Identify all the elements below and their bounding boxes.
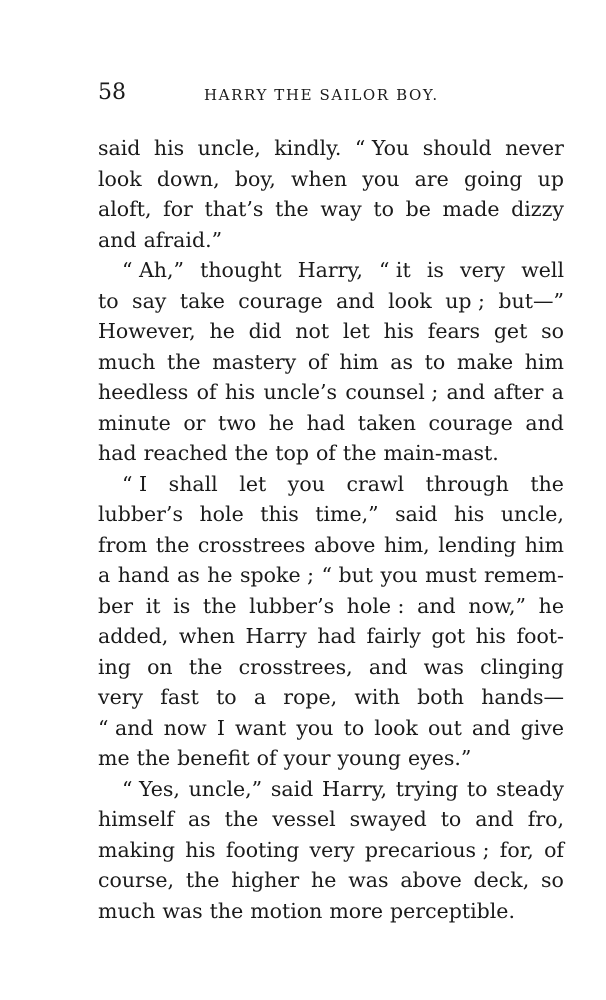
word: lubber’s [98,502,183,526]
word: crosstrees, [238,654,353,679]
word: well [521,258,564,282]
word: get [493,319,528,343]
word: and [98,227,137,252]
word: the [202,593,237,618]
word: time,” [315,502,379,526]
word: him, [383,532,430,557]
text-line [98,255,564,286]
word: eyes.” [408,746,472,770]
word: “ it [378,258,411,282]
text-line [98,743,564,774]
word: fears [427,319,480,343]
word: the [530,471,564,496]
text-line [98,408,564,439]
word: down, [156,166,220,191]
word: with [354,685,400,709]
word: hands— [481,685,564,709]
word: to [424,349,446,374]
page-number: 58 [98,80,126,105]
word: rope, [283,685,338,709]
word: taken [357,410,416,435]
word: made [442,197,500,221]
word: vessel [272,807,336,831]
text-line [98,835,564,866]
word: “ Ah,” [122,258,185,282]
word: was [348,868,389,892]
word: way [320,197,362,221]
word: steady [496,776,564,801]
word: foot- [516,624,564,648]
word: young [337,746,401,770]
text-line [98,713,564,744]
word: Harry, [297,258,363,282]
word: he [268,410,295,435]
word: both [417,685,465,709]
word: uncle’s [263,380,338,404]
word: through [425,471,509,496]
word: said [395,502,438,526]
text-line [98,164,564,195]
word: you [362,166,400,191]
word: must [425,563,477,587]
word: Harry [245,624,307,648]
word: heedless [98,380,189,404]
text-line [98,560,564,591]
word: after [493,380,544,404]
text-line [98,499,564,530]
word: going [464,166,523,191]
word: you [287,471,325,496]
word: to [98,288,119,313]
word: but—” [498,288,564,313]
word: and [475,807,514,831]
word: uncle, [500,502,564,526]
word: hole [199,502,244,526]
word: of [307,349,328,374]
word: the [275,197,309,221]
word: when [178,624,235,648]
word: and [417,593,456,618]
word: to [343,715,365,740]
word: up ; [445,288,485,313]
word: uncle,” [188,776,263,801]
word: lending [438,532,517,557]
text-line [98,225,564,256]
text-line [98,194,564,225]
word: his [185,837,216,862]
word: got [431,624,466,648]
word: for, [499,837,534,862]
word: ing [98,654,131,679]
word: remem- [484,563,564,587]
word: and [336,288,375,313]
word: reached [143,441,228,465]
word: a [551,380,564,404]
word: so [541,868,564,892]
text-line [98,652,564,683]
word: the [224,807,259,831]
text-line [98,591,564,622]
word: let [342,319,370,343]
word: did [248,319,282,343]
word: perceptible. [390,898,515,923]
word: the [185,868,220,892]
word: much [98,898,156,923]
word: much [98,349,156,374]
word: crosstrees [197,532,306,557]
word: this [260,502,299,526]
word: minute [98,410,171,435]
word: look [98,166,142,191]
word: and [525,410,564,435]
word: to [373,197,394,221]
word: now,” [468,593,526,618]
word: let [239,471,267,496]
word: very [309,837,355,862]
word: his [224,380,256,404]
word: “ and [98,715,154,740]
word: should [422,136,492,160]
word: him [339,349,379,374]
word: look [388,288,432,313]
word: himself [98,807,174,831]
text-line [98,865,564,896]
word: spoke ; [240,563,314,587]
word: mastery [212,349,297,374]
word: thought [200,258,282,282]
word: that’s [204,197,264,221]
word: as [187,807,211,831]
word: his [383,319,414,343]
text-line [98,286,564,317]
word: a [98,563,111,587]
word: had [306,410,346,435]
word: not [295,319,330,343]
word: “ You [354,136,410,160]
word: added, [98,624,169,648]
word: “ I [122,471,148,496]
word: boy, [234,166,276,191]
word: lubber’s [249,593,335,618]
word: are [414,166,449,191]
text-line [98,377,564,408]
word: “ Yes, [122,776,180,801]
text-line [98,530,564,561]
word: two [218,410,257,435]
running-title: HARRY THE SAILOR BOY. [204,86,439,104]
word: the [209,898,244,923]
word: above [313,532,376,557]
word: and [471,715,511,740]
word: his [475,624,506,648]
word: is [173,593,191,618]
word: say [132,288,167,313]
word: for [163,197,193,221]
word: he [209,319,235,343]
word: as [390,349,414,374]
word: of [544,837,564,862]
word: dizzy [511,197,564,221]
word: you [296,715,334,740]
text-line [98,804,564,835]
body-text [98,133,564,926]
word: be [405,197,431,221]
word: his [153,136,185,160]
word: to [466,776,488,801]
word: the [342,441,377,465]
word: more [329,898,384,923]
word: kindly. [274,136,342,160]
word: said [270,776,314,801]
word: a [253,685,267,709]
word: of [196,380,217,404]
word: crawl [346,471,405,496]
word: give [520,715,564,740]
word: up [537,166,564,191]
word: hole : [346,593,405,618]
text-line [98,682,564,713]
word: and [446,380,486,404]
word: footing [225,837,300,862]
word: it [145,593,161,618]
word: of [256,746,277,770]
word: I [216,715,225,740]
word: him [524,349,564,374]
word: fairly [366,624,421,648]
word: take [179,288,225,313]
text-line [98,896,564,927]
word: the [166,349,201,374]
word: the [188,654,223,679]
text-line [98,133,564,164]
word: courage [238,288,323,313]
word: afraid.” [143,227,223,252]
word: to [216,685,237,709]
word: now [163,715,207,740]
text-line [98,621,564,652]
word: benefit [177,746,250,770]
word: look [374,715,418,740]
word: the [136,746,171,770]
word: of [315,441,336,465]
word: as [176,563,200,587]
word: had [98,441,137,465]
word: him [524,532,564,557]
word: Harry, [321,776,388,801]
word: swayed [349,807,427,831]
text-line [98,438,564,469]
word: above [400,868,462,892]
word: motion [250,898,323,923]
word: fast [160,685,199,709]
word: to [440,807,462,831]
word: was [162,898,203,923]
word: had [317,624,356,648]
word: deck, [473,868,530,892]
word: main-mast. [383,441,499,465]
page-header [98,78,508,112]
word: from [98,532,148,557]
word: shall [168,471,218,496]
word: aloft, [98,197,152,221]
word: top [275,441,309,465]
word: fro, [527,807,564,831]
word: out [428,715,462,740]
text-line [98,774,564,805]
word: said [98,136,141,160]
word: was [423,654,464,679]
word: he [207,563,233,587]
word: he [538,593,564,618]
word: hand [117,563,170,587]
word: “ but [321,563,374,587]
word: precarious ; [364,837,490,862]
word: on [147,654,173,679]
word: courage [428,410,513,435]
word: and [368,654,408,679]
word: the [155,532,190,557]
text-line [98,469,564,500]
word: so [541,319,564,343]
word: when [290,166,348,191]
text-line [98,347,564,378]
word: his [454,502,485,526]
word: is [426,258,444,282]
word: However, [98,319,196,343]
word: trying [395,776,459,801]
word: counsel ; [345,380,439,404]
word: or [183,410,206,435]
word: higher [231,868,300,892]
word: course, [98,868,174,892]
word: make [456,349,514,374]
word: he [311,868,337,892]
word: ber [98,593,134,618]
word: uncle, [197,136,261,160]
word: the [234,441,269,465]
word: very [460,258,506,282]
word: you [380,563,418,587]
word: clinging [480,654,564,679]
word: never [505,136,564,160]
word: your [283,746,331,770]
word: very [98,685,144,709]
word: making [98,837,175,862]
word: want [235,715,287,740]
text-line [98,316,564,347]
word: me [98,746,130,770]
